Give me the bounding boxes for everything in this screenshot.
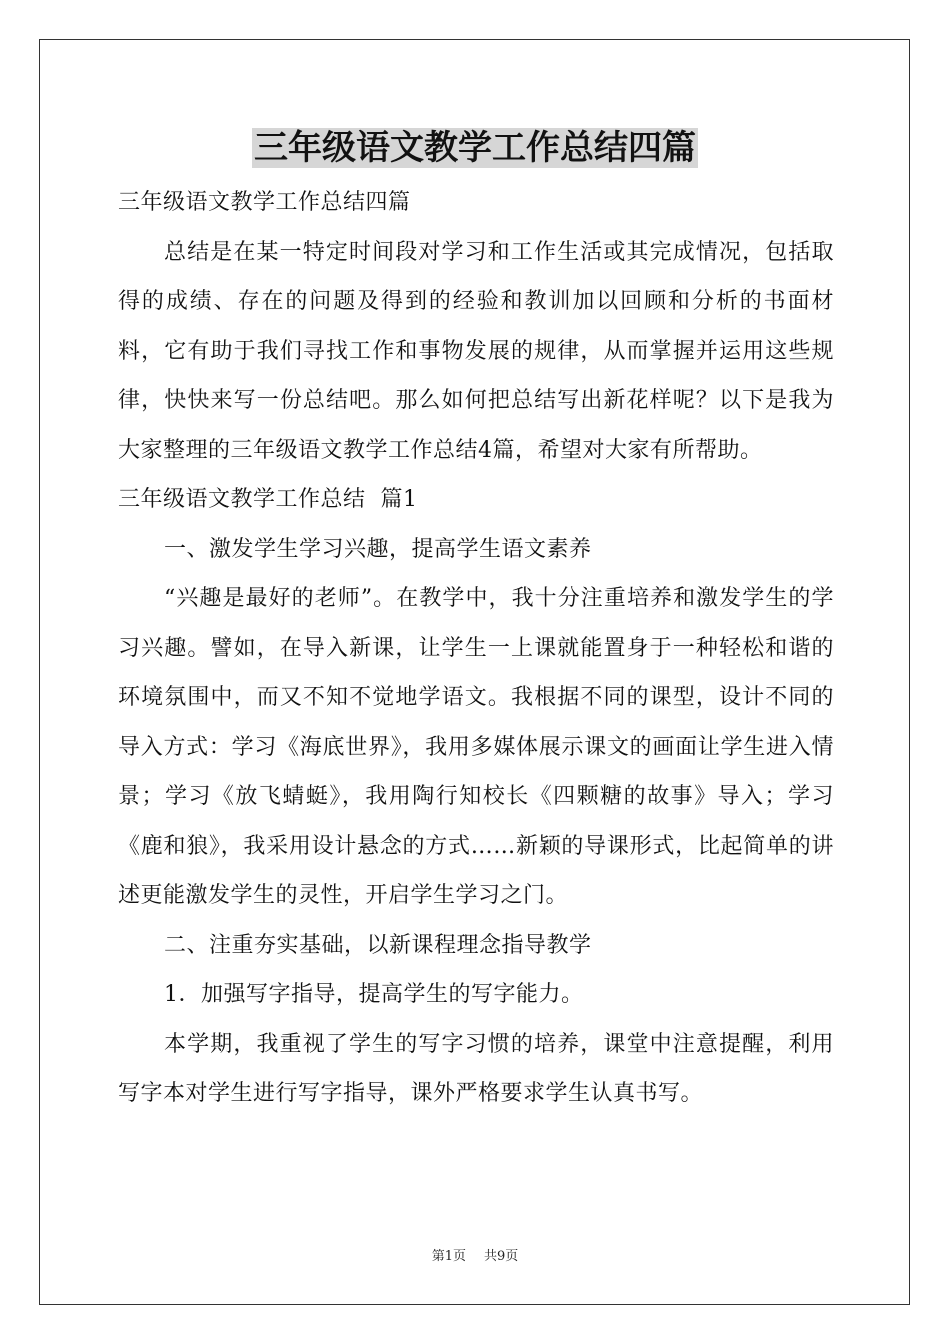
document-title-text: 三年级语文教学工作总结四篇 <box>254 128 696 168</box>
document-subtitle: 三年级语文教学工作总结四篇 <box>118 190 411 215</box>
point-paragraph: “兴趣是最好的老师”。在教学中，我十分注重培养和激发学生的学习兴趣。譬如，在导入新课，让学生一上课就能置身于一种轻松和谐的环境氛围中，而又不知不觉地学语文。我根据不同的课型，设计不同的导入方式：学习《海底世界》，我用多媒体展示课文的画面让学生进入情景；学习《放飞蜻蜓》，我用陶行知校长《四颗糖的故事》导入；学习《鹿和狼》，我采用设计悬念的方式……新颖的导课形式，比起简单的讲述更能激发学生的灵性，开启学生学习之门。 <box>118 586 834 908</box>
intro-paragraph: 总结是在某一特定时间段对学习和工作生活或其完成情况，包括取得的成绩、存在的问题及得到的经验和教训加以回顾和分析的书面材料，它有助于我们寻找工作和事物发展的规律，从而掌握并运用这些规律，快快来写一份总结吧。那么如何把总结写出新花样呢？以下是我为大家整理的三年级语文教学工作总结4篇，希望对大家有所帮助。 <box>118 239 834 463</box>
subpoint-paragraph: 本学期，我重视了学生的写字习惯的培养，课堂中注意提醒，利用写字本对学生进行写字指导，课外严格要求学生认真书写。 <box>118 1031 834 1106</box>
point-heading: 二、注重夯实基础，以新课程理念指导教学 <box>164 932 592 958</box>
page-number: 第1页 <box>431 1249 466 1264</box>
document-title <box>0 126 950 170</box>
page-total: 共9页 <box>484 1249 519 1264</box>
section-heading: 三年级语文教学工作总结 篇1 <box>118 487 418 512</box>
page-footer <box>0 1249 950 1265</box>
document-body <box>118 178 834 1119</box>
point-heading: 一、激发学生学习兴趣，提高学生语文素养 <box>164 536 592 562</box>
subpoint-heading: 1．加强写字指导，提高学生的写字能力。 <box>164 982 584 1007</box>
